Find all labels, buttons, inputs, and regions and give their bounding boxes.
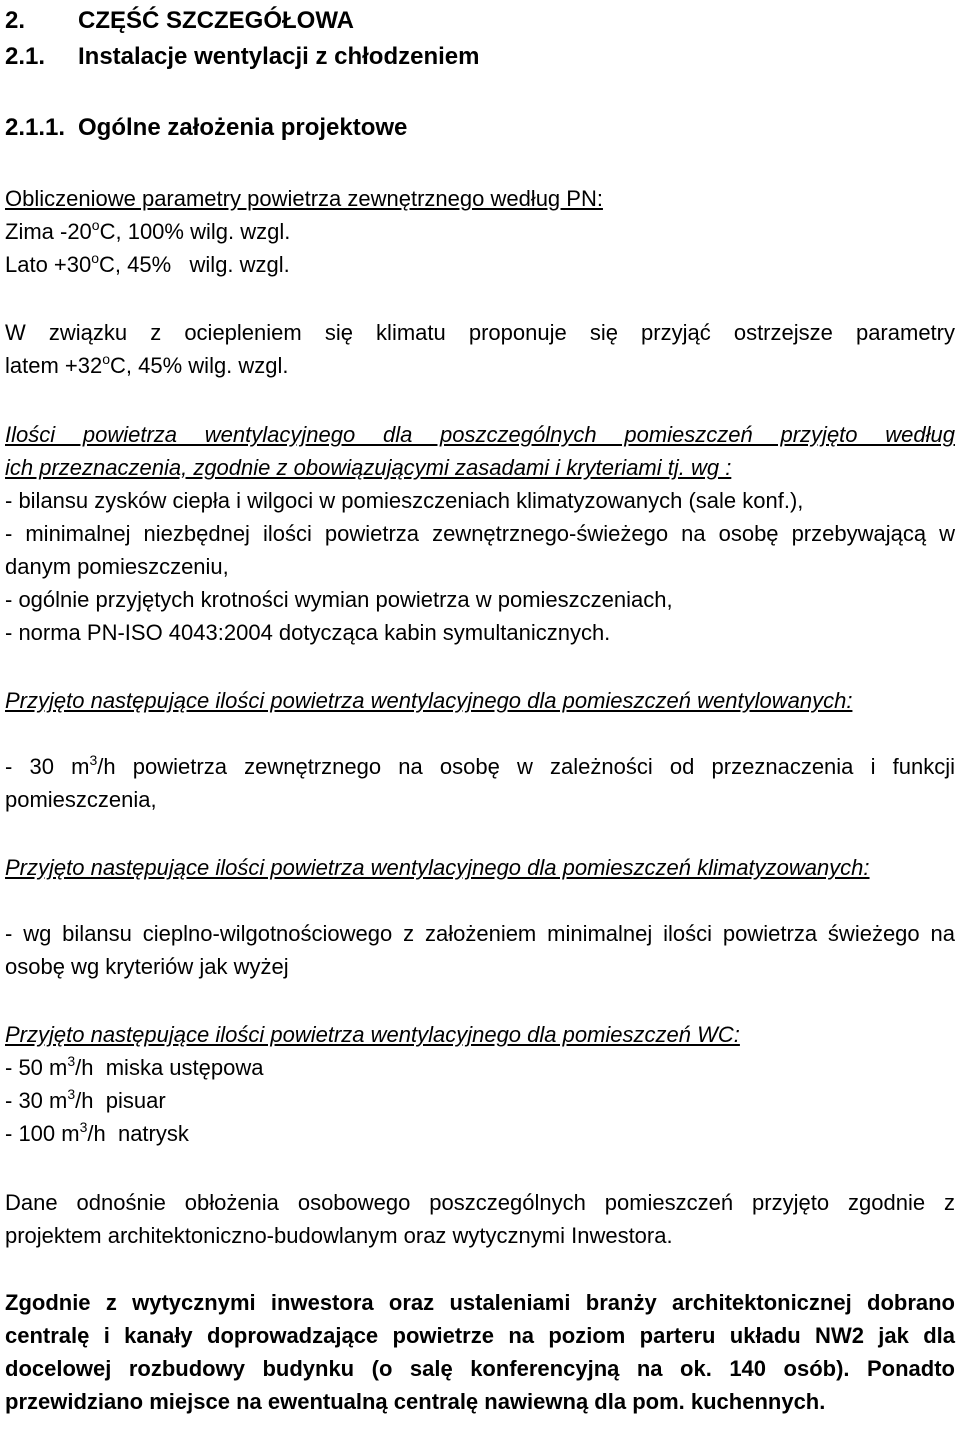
winter-params: Zima -20$^o$C, 100% wilg. wzgl. <box>5 217 291 244</box>
wc-item: - 50 $m^3/h$ miska ustępowa <box>5 1053 264 1080</box>
conclusion-text: Zgodnie z wytycznymi inwestora oraz ustaleniami branży architektonicznej dobrano centralę i kanały doprowadzające powietrze na poziom parteru układu NW2 jak dla docelowej rozbudowy budynku (o salę konferencyjną na ok. 140 osób). Ponadto przewidziano miejsce na ewentualną centralę nawiewną dla pom. kuchennych. <box>5 1290 955 1414</box>
climate-line-2: latem $+32^oC$, 45% wilg. wzgl. <box>5 351 289 378</box>
ventilated-item: - 30 $m^3/h$ powietrza zewnętrznego na osobę w zależności od przeznaczenia i funkcji pomieszczenia, <box>5 752 955 812</box>
heading-2 <box>5 40 479 73</box>
heading-1-text: CZĘŚĆ SZCZEGÓŁOWA <box>78 7 354 34</box>
list-item: - ogólnie przyjętych krotności wymian powietrza w pomieszczeniach, <box>5 587 673 612</box>
conditioned-item: - wg bilansu cieplno-wilgotnościowego z założeniem minimalnej ilości powietrza świeżego na osobę wg kryteriów jak wyżej <box>5 921 955 979</box>
wc-item: - 100 $m^3/h$ natrysk <box>5 1119 189 1146</box>
quantities-line-2: ich przeznaczenia, zgodnie z obowiązującymi zasadami i kryteriami tj. wg : <box>5 455 732 480</box>
occupancy-paragraph <box>5 1186 955 1252</box>
conditioned-title: Przyjęto następujące ilości powietrza wentylacyjnego dla pomieszczeń klimatyzowanych: <box>5 855 870 880</box>
heading-1 <box>5 4 354 37</box>
heading-2-text: Instalacje wentylacji z chłodzeniem <box>78 43 480 70</box>
ventilated-title: Przyjęto następujące ilości powietrza wentylacyjnego dla pomieszczeń wentylowanych: <box>5 688 853 713</box>
heading-2-number: 2.1. <box>5 43 46 70</box>
conditioned-section <box>5 851 955 983</box>
quantities-line-1: Ilości powietrza wentylacyjnego dla poszczególnych pomieszczeń przyjęto według <box>5 422 955 447</box>
summer-params: Lato $+30^oC$, 45% wilg. wzgl. <box>5 250 290 277</box>
heading-1-number: 2. <box>5 7 26 34</box>
ventilated-section <box>5 684 955 816</box>
outdoor-params-section <box>5 182 955 281</box>
heading-3-text: Ogólne założenia projektowe <box>78 114 408 141</box>
list-item: - bilansu zysków ciepła i wilgoci w pomieszczeniach klimatyzowanych (sale konf.), <box>5 488 804 513</box>
heading-3-number: 2.1.1. <box>5 114 66 141</box>
climate-section <box>5 316 955 382</box>
quantities-section <box>5 418 955 649</box>
list-item: - norma PN-ISO 4043:2004 dotycząca kabin symultanicznych. <box>5 620 611 645</box>
wc-title: Przyjęto następujące ilości powietrza wentylacyjnego dla pomieszczeń WC: <box>5 1022 740 1047</box>
outdoor-params-title: Obliczeniowe parametry powietrza zewnętrznego według PN: <box>5 186 603 211</box>
conclusion-paragraph <box>5 1286 955 1418</box>
climate-line-1: W związku z ociepleniem się klimatu proponuje się przyjąć ostrzejsze parametry <box>5 320 955 345</box>
wc-item: - 30 $m^3/h$ pisuar <box>5 1086 166 1113</box>
wc-section <box>5 1018 955 1150</box>
occupancy-text: Dane odnośnie obłożenia osobowego poszczególnych pomieszczeń przyjęto zgodnie z projektem architektoniczno-budowlanym oraz wytycznymi Inwestora. <box>5 1190 955 1248</box>
list-item: - minimalnej niezbędnej ilości powietrza zewnętrznego-świeżego na osobę przebywającą w danym pomieszczeniu, <box>5 521 955 579</box>
heading-3 <box>5 111 407 144</box>
